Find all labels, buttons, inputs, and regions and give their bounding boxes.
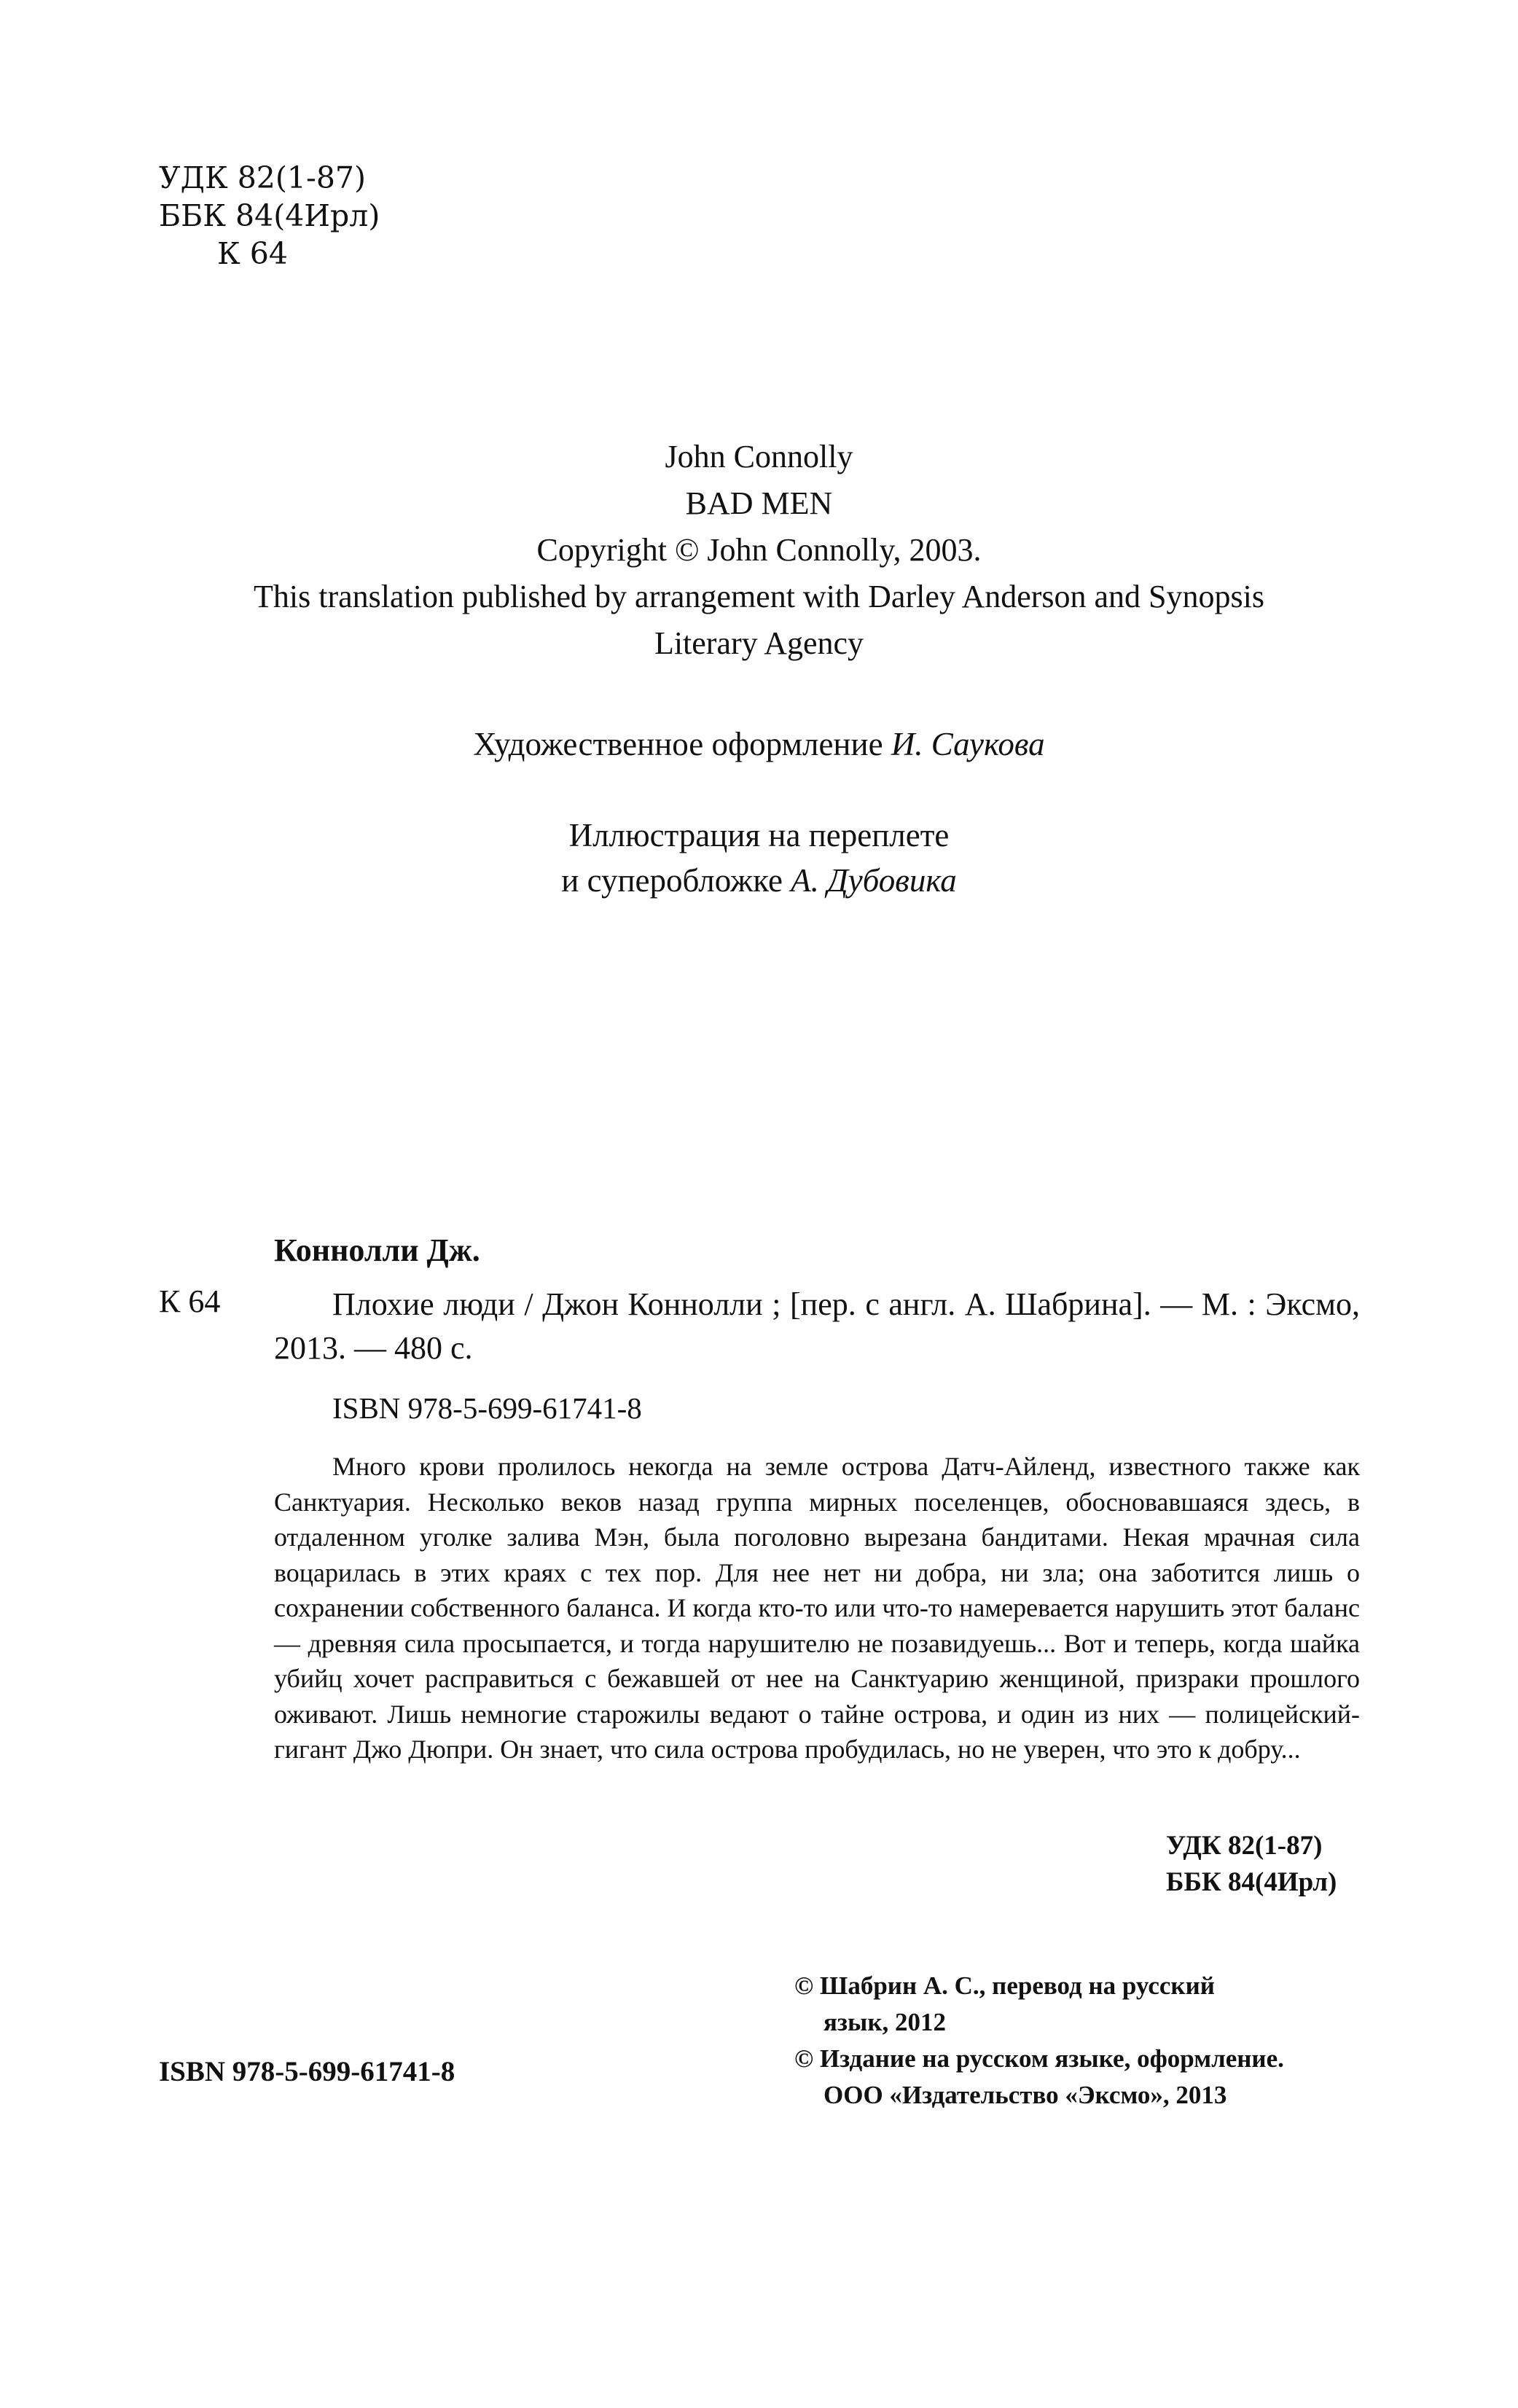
original-title: BAD MEN: [685, 485, 833, 521]
catalog-annotation: Много крови пролилось некогда на земле острова Датч-Айленд, известного также как Санктуария. Несколько веков назад группа мирных поселенцев, обосновавшаяся здесь, в отдаленном уголке залива Мэн, была поголовно вырезана бандитами. Некая мрачная сила воцарилась в этих краях с тех пор. Для нее нет ни добра, ни зла; она заботится лишь о сохранении собственного баланса. И когда кто-то или что-то намеревается нарушить этот баланс — древняя сила просыпается, и тогда нарушителю не позавидуешь... Вот и теперь, когда шайка убийц хочет расправиться с бежавшей от нее на Санктуарию женщиной, призраки прошлого оживают. Лишь немногие старожилы ведают о тайне острова, и один из них — полицейский-гигант Джо Дюпри. Он знает, что сила острова пробудилась, но не уверен, что это к добру...: [274, 1452, 1360, 1764]
author-mark: К 64: [217, 236, 288, 271]
translation-copyright-line1: © Шабрин А. С., перевод на русский: [794, 1971, 1215, 2000]
catalog-code: К 64: [159, 1283, 221, 1319]
catalog-author-heading: Коннолли Дж.: [274, 1232, 480, 1268]
original-edition-info: [0, 434, 1518, 667]
translation-note-line1: This translation published by arrangement with Darley Anderson and Synopsis: [254, 579, 1264, 614]
artwork-label: Художественное оформление: [473, 726, 883, 762]
bbk-code: ББК 84(4Ирл): [159, 198, 380, 233]
edition-copyright-line1: © Издание на русском языке, оформление.: [794, 2044, 1284, 2073]
udk-index-block: [159, 159, 380, 273]
catalog-bbk: ББК 84(4Ирл): [1166, 1867, 1337, 1897]
isbn-footer: ISBN 978-5-699-61741-8: [159, 2056, 455, 2087]
translation-note-line2: Literary Agency: [654, 625, 864, 661]
copyright-notices: [794, 1968, 1284, 2114]
illustration-label: и суперобложке: [561, 862, 783, 899]
edition-copyright-line2: ООО «Издательство «Эксмо», 2013: [823, 2081, 1227, 2109]
translation-copyright-line2: язык, 2012: [823, 2008, 946, 2036]
illustration-line1: Иллюстрация на переплете: [568, 817, 950, 853]
catalog-udk: УДК 82(1-87): [1166, 1831, 1323, 1861]
original-author: John Connolly: [665, 439, 853, 474]
illustration-artist: А. Дубовика: [791, 862, 957, 899]
artwork-artist: И. Саукова: [891, 726, 1045, 762]
udk-code: УДК 82(1-87): [159, 160, 366, 195]
catalog-description: Плохие люди / Джон Коннолли ; [пер. с англ. А. Шабрина]. — М. : Эксмо, 2013. — 480 с.: [274, 1286, 1360, 1366]
original-copyright: Copyright © John Connolly, 2003.: [536, 532, 982, 568]
artwork-credit: [0, 725, 1518, 763]
catalog-isbn: ISBN 978-5-699-61741-8: [332, 1391, 642, 1425]
catalog-classification: [1166, 1828, 1337, 1901]
illustration-credit: [0, 813, 1518, 903]
